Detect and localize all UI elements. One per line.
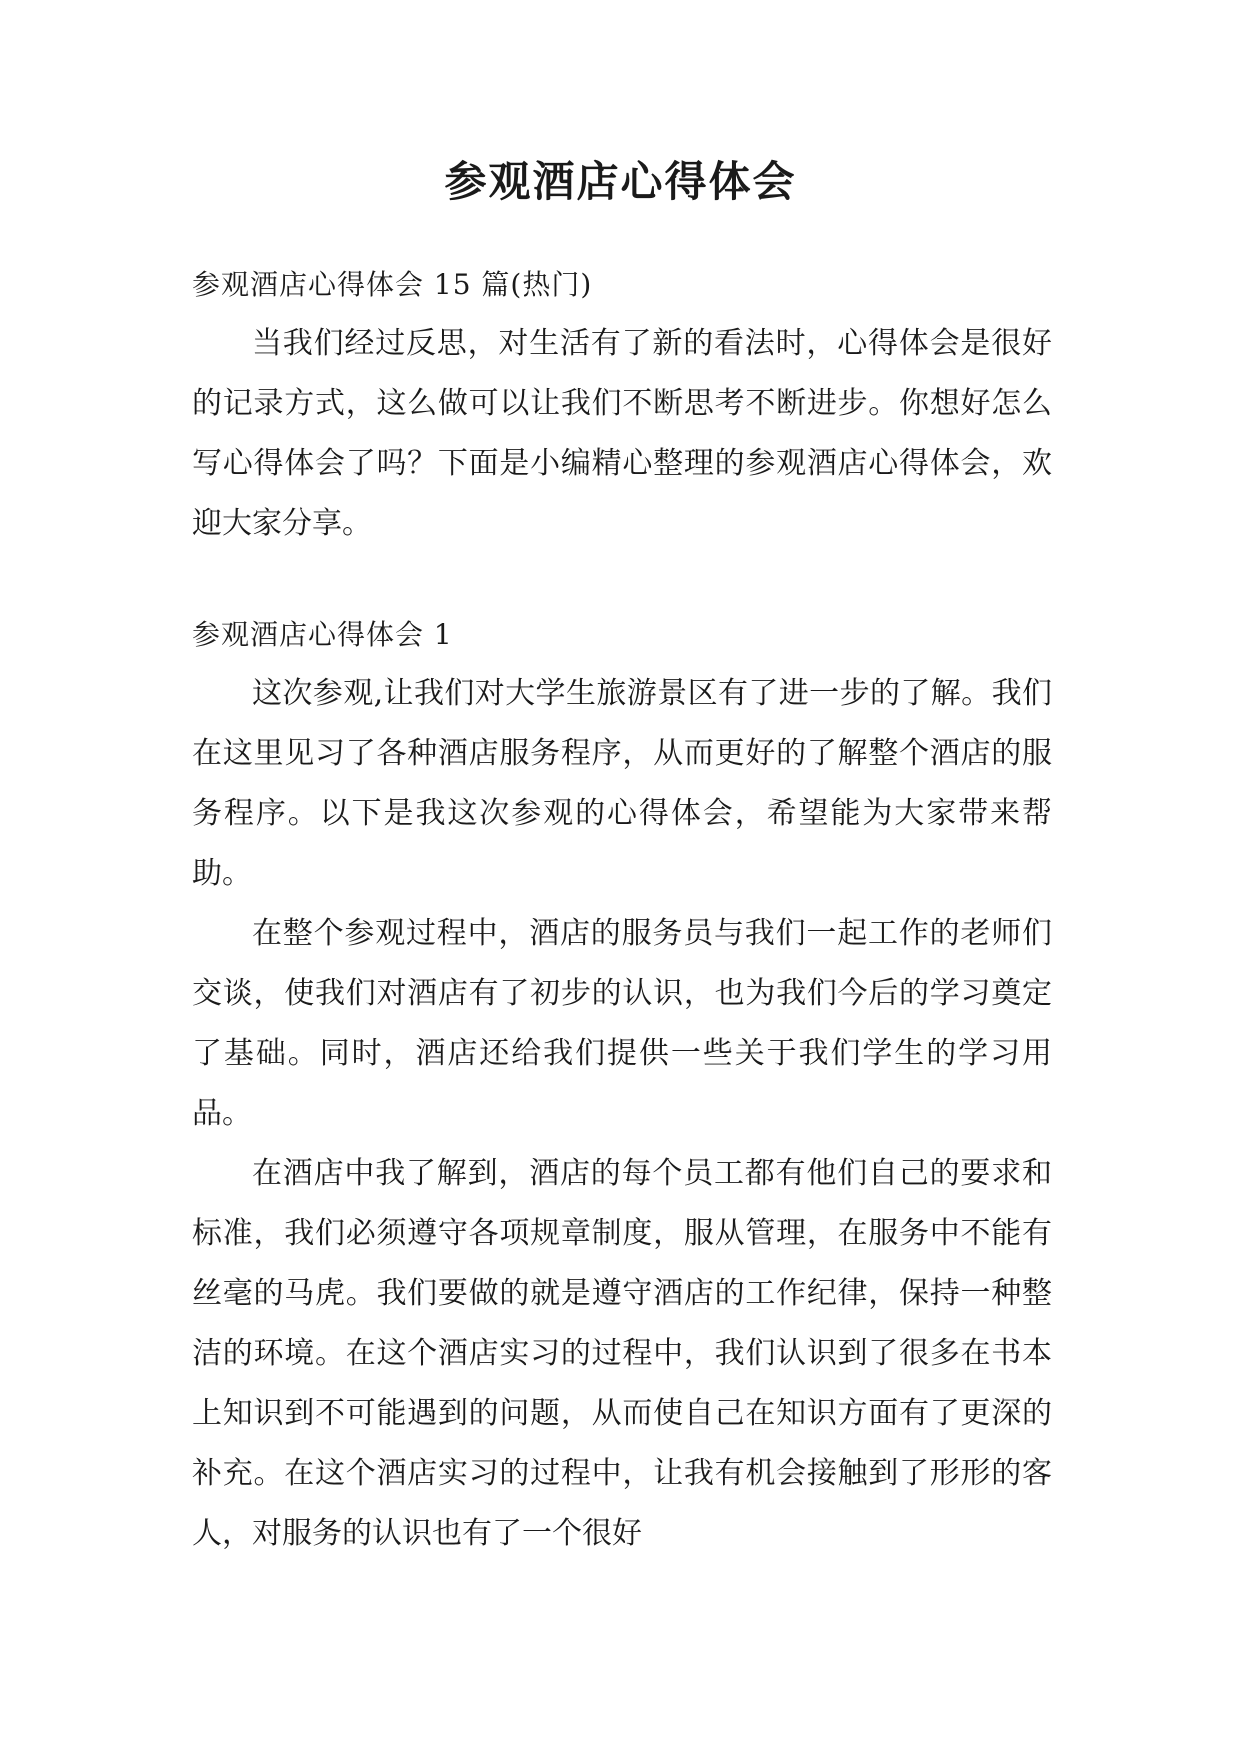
body-paragraph: 在酒店中我了解到，酒店的每个员工都有他们自己的要求和标准，我们必须遵守各项规章制度，服从管理，在服务中不能有丝毫的马虎。我们要做的就是遵守酒店的工作纪律，保持一种整洁的环境。在这个酒店实习的过程中，我们认识到了很多在书本上知识到不可能遇到的问题，从而使自己在知识方面有了更深的补充。在这个酒店实习的过程中，让我有机会接触到了形形的客人，对服务的认识也有了一个很好 <box>192 1156 1052 1551</box>
intro-paragraph: 当我们经过反思，对生活有了新的看法时，心得体会是很好的记录方式，这么做可以让我们不断思考不断进步。你想好怎么写心得体会了吗？下面是小编精心整理的参观酒店心得体会，欢迎大家分享。 <box>192 326 1052 541</box>
section-spacer <box>192 554 1052 606</box>
document-title: 参观酒店心得体会 <box>444 157 797 206</box>
body-paragraph: 在整个参观过程中，酒店的服务员与我们一起工作的老师们交谈，使我们对酒店有了初步的认识，也为我们今后的学习奠定了基础。同时，酒店还给我们提供一些关于我们学生的学习用品。 <box>192 916 1052 1131</box>
document-body <box>192 256 1052 1564</box>
body-paragraph: 这次参观,让我们对大学生旅游景区有了进一步的了解。我们在这里见习了各种酒店服务程序，从而更好的了解整个酒店的服务程序。以下是我这次参观的心得体会，希望能为大家带来帮助。 <box>192 676 1052 891</box>
document-subtitle: 参观酒店心得体会 15 篇(热门) <box>192 268 593 301</box>
section-heading: 参观酒店心得体会 1 <box>192 618 453 651</box>
